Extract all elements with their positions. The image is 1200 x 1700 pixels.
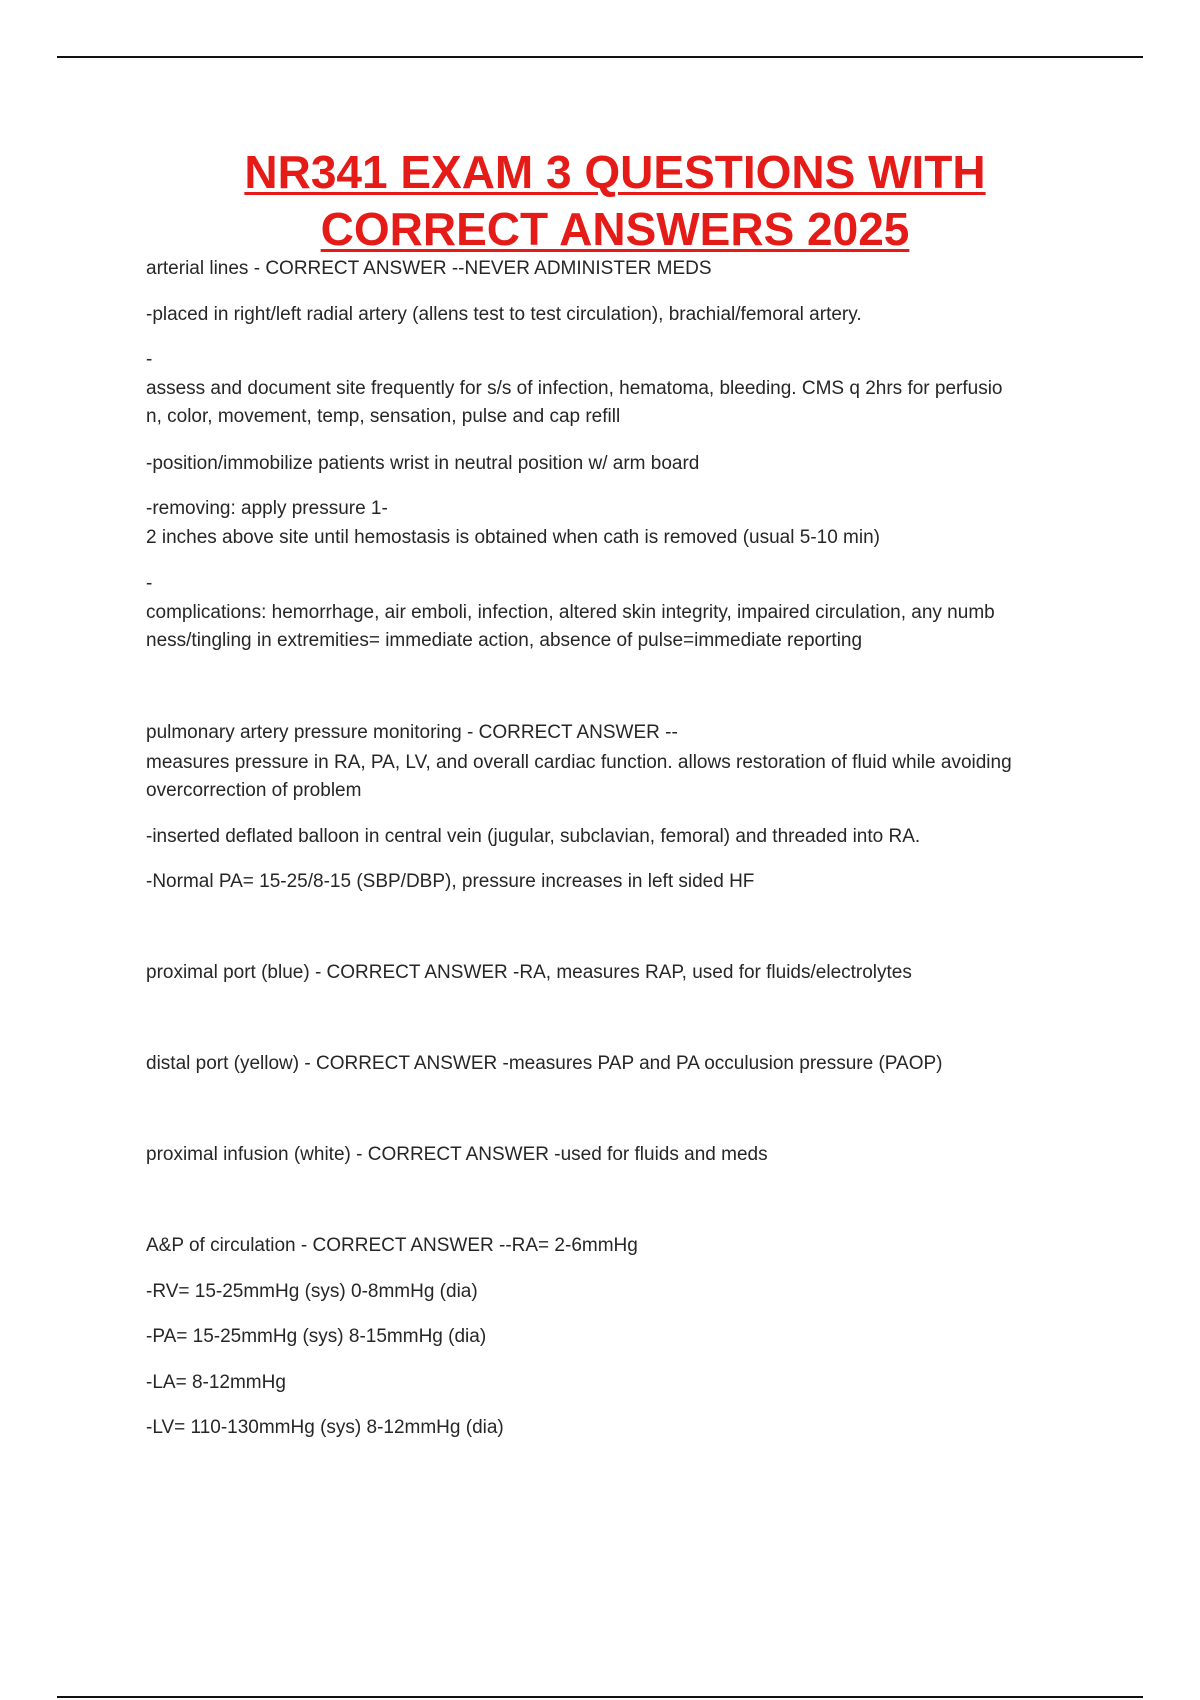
text-line: -PA= 15-25mmHg (sys) 8-15mmHg (dia) <box>146 1326 487 1347</box>
text-line: - <box>146 573 153 594</box>
text-line: arterial lines - CORRECT ANSWER --NEVER ADMINISTER MEDS <box>146 258 712 279</box>
text-line: ness/tingling in extremities= immediate action, absence of pulse=immediate reporting <box>146 630 863 651</box>
bottom-rule <box>57 1696 1143 1698</box>
document-title <box>140 144 1090 258</box>
title-line-1: NR341 EXAM 3 QUESTIONS WITH <box>244 146 986 198</box>
text-line: assess and document site frequently for s/s of infection, hematoma, bleeding. CMS q 2hrs for perfusio <box>146 378 1003 399</box>
text-line: overcorrection of problem <box>146 780 362 801</box>
text-line: measures pressure in RA, PA, LV, and overall cardiac function. allows restoration of fluid while avoiding <box>146 752 1012 773</box>
text-line: -RV= 15-25mmHg (sys) 0-8mmHg (dia) <box>146 1281 478 1302</box>
text-line: proximal port (blue) - CORRECT ANSWER -RA, measures RAP, used for fluids/electrolytes <box>146 962 912 983</box>
text-line: -inserted deflated balloon in central vein (jugular, subclavian, femoral) and threaded into RA. <box>146 826 921 847</box>
text-line: -removing: apply pressure 1- <box>146 498 388 519</box>
top-rule <box>57 56 1143 58</box>
title-line-2: CORRECT ANSWERS 2025 <box>320 203 910 255</box>
text-line: -Normal PA= 15-25/8-15 (SBP/DBP), pressure increases in left sided HF <box>146 871 755 892</box>
text-line: -LA= 8-12mmHg <box>146 1372 286 1393</box>
text-line: -position/immobilize patients wrist in neutral position w/ arm board <box>146 453 700 474</box>
text-line: -LV= 110-130mmHg (sys) 8-12mmHg (dia) <box>146 1417 504 1438</box>
text-line: complications: hemorrhage, air emboli, infection, altered skin integrity, impaired circulation, any numb <box>146 602 995 623</box>
text-line: n, color, movement, temp, sensation, pulse and cap refill <box>146 406 621 427</box>
text-line: pulmonary artery pressure monitoring - CORRECT ANSWER -- <box>146 722 678 743</box>
text-line: - <box>146 349 153 370</box>
text-line: A&P of circulation - CORRECT ANSWER --RA= 2-6mmHg <box>146 1235 638 1256</box>
text-line: proximal infusion (white) - CORRECT ANSWER -used for fluids and meds <box>146 1144 768 1165</box>
text-line: 2 inches above site until hemostasis is obtained when cath is removed (usual 5-10 min) <box>146 527 880 548</box>
text-line: distal port (yellow) - CORRECT ANSWER -measures PAP and PA occulusion pressure (PAOP) <box>146 1053 943 1074</box>
text-line: -placed in right/left radial artery (allens test to test circulation), brachial/femoral artery. <box>146 304 862 325</box>
